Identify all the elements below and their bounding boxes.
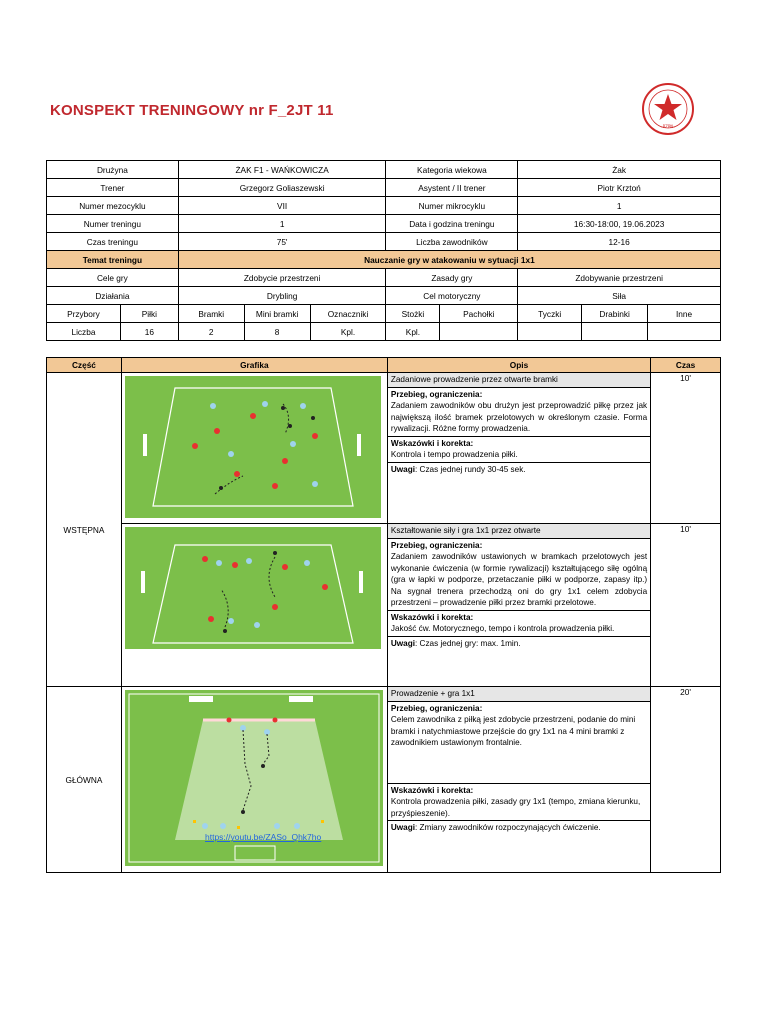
label-temat: Temat treningu: [47, 251, 179, 269]
label-trener: Trener: [47, 179, 179, 197]
label-asystent: Asystent / II trener: [386, 179, 518, 197]
exercise-2-wskazowki-label: Wskazówki i korekta:: [390, 612, 474, 622]
liczba-cell: Kpl.: [310, 323, 386, 341]
liczba-cell: Liczba: [47, 323, 121, 341]
label-dzialania: Działania: [47, 287, 179, 305]
liczba-cell: [440, 323, 518, 341]
exercise-2-uwagi-label: Uwagi: [390, 638, 415, 648]
pitch-diagram-2-icon: [125, 527, 381, 649]
przybory-cell: Oznaczniki: [310, 305, 386, 323]
przybory-cell: Tyczki: [518, 305, 582, 323]
label-numer-treningu: Numer treningu: [47, 215, 179, 233]
header-opis: Opis: [387, 358, 650, 373]
przybory-cell: Mini bramki: [244, 305, 310, 323]
przybory-cell: Inne: [648, 305, 721, 323]
exercise-2-wskazowki: Jakość ćw. Motorycznego, tempo i kontrola prowadzenia piłki.: [390, 624, 615, 633]
exercise-3-przebieg-label: Przebieg, ograniczenia:: [390, 703, 483, 713]
video-link[interactable]: https://youtu.be/ZASo_Qhk7ho: [205, 832, 322, 842]
label-cele: Cele gry: [47, 269, 179, 287]
header-grafika: Grafika: [121, 358, 387, 373]
label-czas-treningu: Czas treningu: [47, 233, 179, 251]
przybory-row: [47, 305, 721, 323]
phase-glowna: GŁÓWNA: [47, 687, 122, 873]
value-asystent: Piotr Krztoń: [518, 179, 721, 197]
exercise-plan-table: [46, 357, 721, 873]
program-logo-icon: [641, 82, 695, 136]
przybory-cell: Przybory: [47, 305, 121, 323]
exercise-3-uwagi: : Zmiany zawodników rozpoczynających ćwiczenie.: [414, 823, 601, 832]
exercise-2-uwagi: : Czas jednej gry: max. 1min.: [414, 638, 521, 648]
exercise-2-graphic: [121, 524, 387, 687]
przybory-cell: Bramki: [178, 305, 244, 323]
exercise-1-przebieg-label: Przebieg, ograniczenia:: [390, 389, 483, 399]
liczba-cell: [518, 323, 582, 341]
przybory-cell: Stożki: [386, 305, 440, 323]
liczba-cell: [648, 323, 721, 341]
label-cel-motoryczny: Cel motoryczny: [386, 287, 518, 305]
value-druzyna: ŻAK F1 - WAŃKOWICZA: [178, 161, 386, 179]
value-cele: Zdobycie przestrzeni: [178, 269, 386, 287]
label-data: Data i godzina treningu: [386, 215, 518, 233]
przybory-cell: Drabinki: [582, 305, 648, 323]
label-mikrocykl: Numer mikrocyklu: [386, 197, 518, 215]
value-dzialania: Drybling: [178, 287, 386, 305]
page-title: KONSPEKT TRENINGOWY nr F_2JT 11: [50, 102, 334, 119]
exercise-1-description: [387, 373, 650, 524]
value-mezocykl: VII: [178, 197, 386, 215]
exercise-2-description: [387, 524, 650, 687]
liczba-cell: [582, 323, 648, 341]
liczba-row: [47, 323, 721, 341]
header-czas: Czas: [651, 358, 721, 373]
exercise-3-description: [387, 687, 650, 873]
exercise-2-przebieg-label: Przebieg, ograniczenia:: [390, 540, 483, 550]
exercise-3-uwagi-label: Uwagi: [390, 823, 415, 832]
value-temat: Nauczanie gry w atakowaniu w sytuacji 1x1: [178, 251, 720, 269]
exercise-2-title: Kształtowanie siły i gra 1x1 przez otwarte: [388, 524, 650, 539]
liczba-cell: 8: [244, 323, 310, 341]
exercise-2-czas: 10': [651, 524, 721, 687]
value-cel-motoryczny: Siła: [518, 287, 721, 305]
przybory-cell: Piłki: [120, 305, 178, 323]
exercise-3-wskazowki: Kontrola prowadzenia piłki, zasady gry 1x1 (tempo, zmiana kierunku, przyśpieszenie).: [390, 797, 641, 818]
exercise-1-wskazowki-label: Wskazówki i korekta:: [390, 438, 474, 448]
svg-text:PZPN: PZPN: [662, 124, 674, 129]
exercise-1-czas: 10': [651, 373, 721, 524]
exercise-3-przebieg: Celem zawodnika z piłką jest zdobycie przestrzeni, podanie do mini bramki i natychmiastowe przejście do gry 1x1 na 4 mini bramki z zawodnikiem ustawionym frontalnie.: [390, 715, 636, 747]
label-mezocykl: Numer mezocyklu: [47, 197, 179, 215]
header-czesc: Część: [47, 358, 122, 373]
exercise-3-title: Prowadzenie + gra 1x1: [388, 687, 650, 702]
exercise-3-czas: 20': [651, 687, 721, 873]
exercise-1-graphic: [121, 373, 387, 524]
pitch-diagram-1-icon: [125, 376, 381, 518]
exercise-1-title: Zadaniowe prowadzenie przez otwarte bramki: [388, 373, 650, 388]
value-mikrocykl: 1: [518, 197, 721, 215]
label-kategoria: Kategoria wiekowa: [386, 161, 518, 179]
phase-wstepna: WSTĘPNA: [47, 373, 122, 687]
exercise-3-wskazowki-label: Wskazówki i korekta:: [390, 785, 474, 795]
value-trener: Grzegorz Goliaszewski: [178, 179, 386, 197]
value-kategoria: Żak: [518, 161, 721, 179]
exercise-1-uwagi: : Czas jednej rundy 30-45 sek.: [414, 464, 526, 474]
label-liczba-zawodnikow: Liczba zawodników: [386, 233, 518, 251]
value-data: 16:30-18:00, 19.06.2023: [518, 215, 721, 233]
liczba-cell: 16: [120, 323, 178, 341]
label-druzyna: Drużyna: [47, 161, 179, 179]
przybory-cell: Pachołki: [440, 305, 518, 323]
training-info-table: [46, 160, 721, 341]
value-czas-treningu: 75': [178, 233, 386, 251]
exercise-3-graphic: [121, 687, 387, 873]
exercise-1-uwagi-label: Uwagi: [390, 464, 415, 474]
value-zasady: Zdobywanie przestrzeni: [518, 269, 721, 287]
label-zasady: Zasady gry: [386, 269, 518, 287]
value-numer-treningu: 1: [178, 215, 386, 233]
exercise-1-przebieg: Zadaniem zawodników obu drużyn jest przeprowadzić piłkę przez jak największą ilość bramek przelotowych w określonym czasie. Forma rywalizacji. Różne formy prowadzenia.: [390, 401, 648, 433]
liczba-cell: Kpl.: [386, 323, 440, 341]
liczba-cell: 2: [178, 323, 244, 341]
value-liczba-zawodnikow: 12-16: [518, 233, 721, 251]
exercise-1-wskazowki: Kontrola i tempo prowadzenia piłki.: [390, 450, 518, 459]
exercise-2-przebieg: Zadaniem zawodników ustawionych w bramkach przelotowych jest wykonanie ćwiczenia (w formie rywalizacji) kształtującego siłę ogólną (gra w łapki w podporze, przetaczanie piłki w podporze, zapasy itp.) Na sygnał trenera przechodzą oni do gry 1x1 celem zdobycia przestrzeni – prowadzenie piłki przez bramki przelotowe.: [390, 552, 648, 607]
